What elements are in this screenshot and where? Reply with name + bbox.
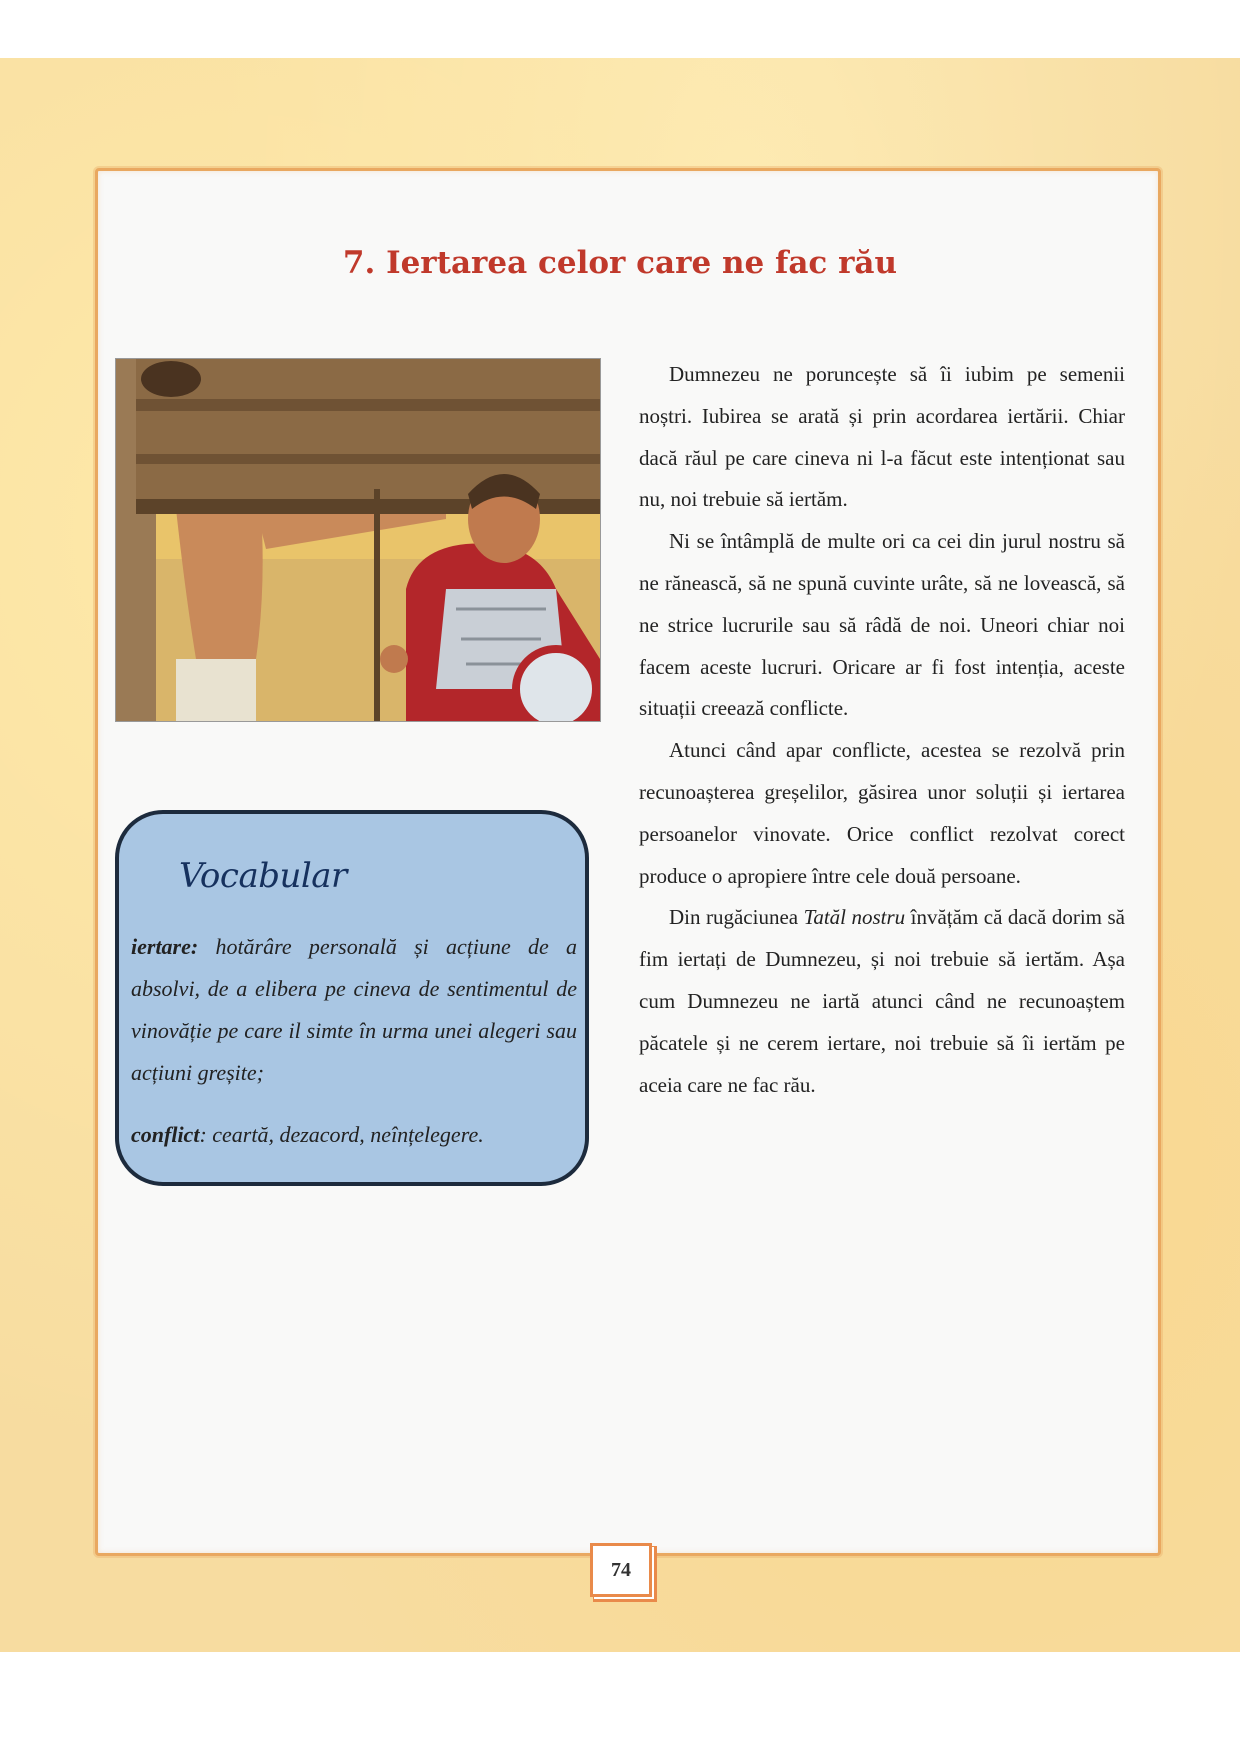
paragraph: Ni se întâmplă de multe ori ca cei din jurul nostru să ne rănească, să ne spună cuvinte urâte, să ne lovească, să ne strice lucrurile sau să râdă de noi. Uneori chiar noi facem aceste lucruri. Oricare ar fi fost intenția, aceste situații creează conflicte.	[639, 529, 1125, 721]
vocabulary-term: conflict	[131, 1122, 200, 1147]
vocabulary-entry-iertare	[131, 926, 577, 1094]
paragraph: Dumnezeu ne poruncește să îi iubim pe semenii noștri. Iubirea se arată și prin acordarea iertării. Chiar dacă răul pe care cineva ni l-a făcut este intenționat sau nu, noi trebuie să iertăm.	[639, 362, 1125, 512]
lesson-text	[639, 354, 1125, 1106]
prayer-title: Tatăl nostru	[803, 905, 906, 930]
lesson-title: 7. Iertarea celor care ne fac rău	[342, 245, 898, 281]
vocabulary-definition: hotărâre personală și acțiune de a absolvi, de a elibera pe cineva de sentimentul de vinovăție pe care il simte în urma unei alegeri sau acțiuni greșite;	[131, 934, 577, 1085]
vocabulary-term: iertare:	[131, 934, 199, 959]
vocabulary-heading: Vocabular	[179, 856, 347, 896]
paragraph	[639, 897, 1125, 1106]
paragraph: Atunci când apar conflicte, acestea se rezolvă prin recunoașterea greșelilor, găsirea unor soluții și iertarea persoanelor vinovate. Orice conflict rezolvat corect produce o apropiere între cele două persoane.	[639, 738, 1125, 888]
vocabulary-definition: : ceartă, dezacord, neînțelegere.	[199, 1122, 484, 1147]
page-number: 74	[590, 1543, 652, 1597]
vocabulary-entry-conflict	[131, 1114, 577, 1156]
crucifixion-illustration	[115, 358, 601, 722]
paragraph-text: Din rugăciunea	[669, 905, 804, 930]
illustration-drawing	[116, 359, 600, 721]
paragraph-text: învățăm că dacă dorim să fim iertați de Dumnezeu, și noi trebuie să iertăm. Așa cum Dumnezeu ne iartă atunci când ne recunoaștem păcatele și ne cerem iertare, noi trebuie să îi iertăm pe aceia care ne fac rău.	[639, 905, 1125, 1097]
vocabulary-box	[115, 810, 589, 1186]
